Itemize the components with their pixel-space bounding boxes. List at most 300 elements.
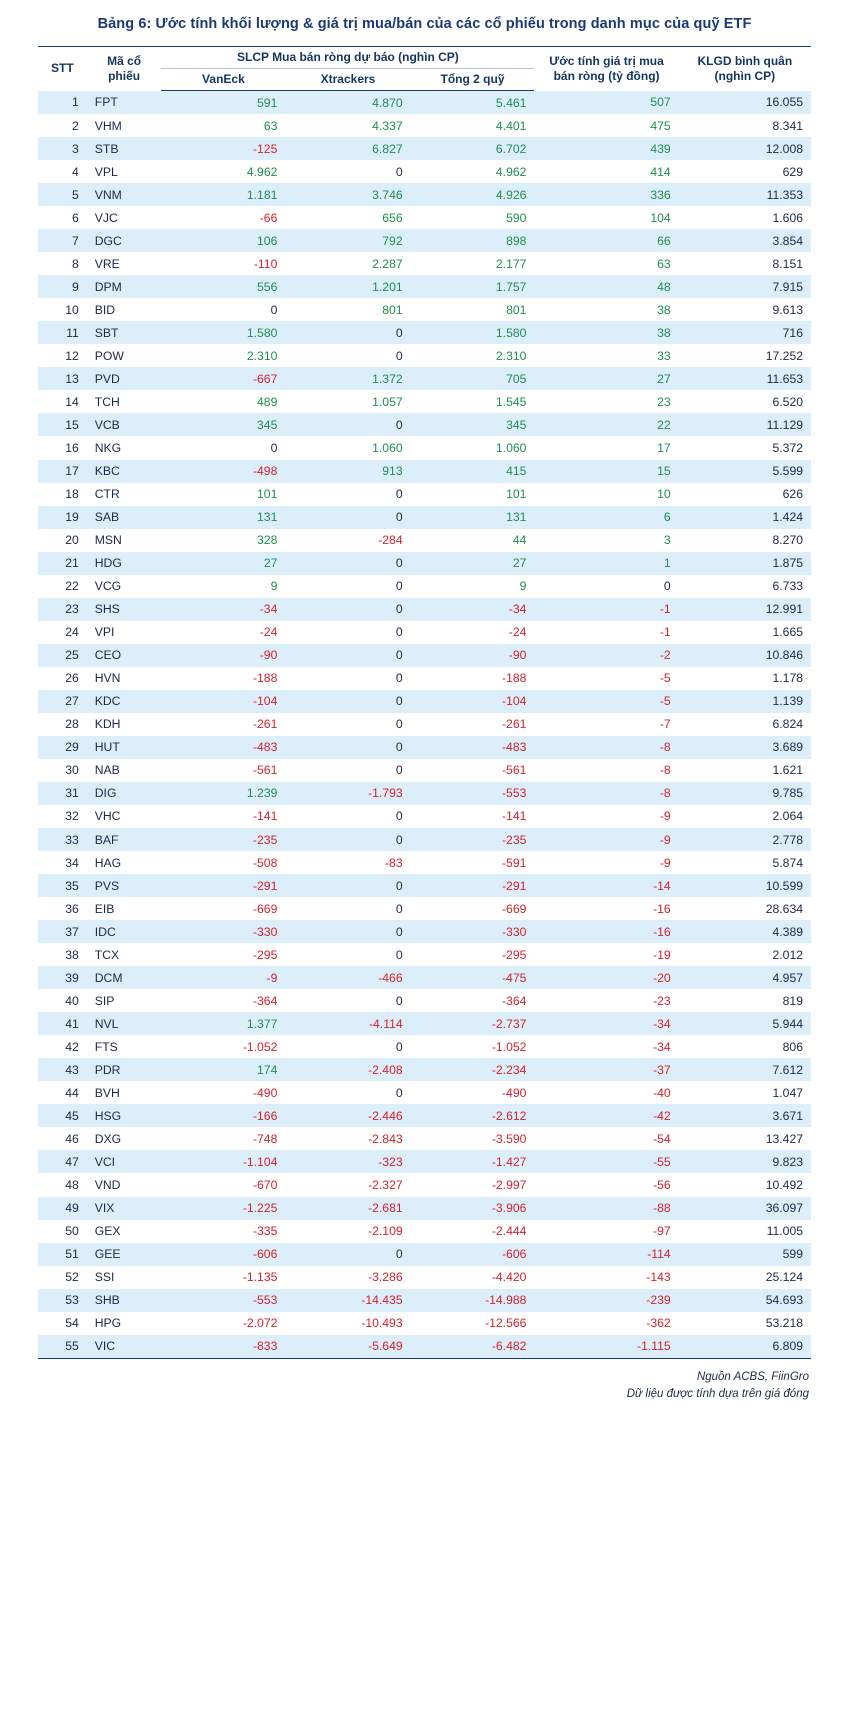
cell-ticker: VIX — [87, 1197, 162, 1220]
header-xtrackers: Xtrackers — [285, 69, 410, 91]
cell-volume: 1.047 — [772, 1085, 803, 1100]
cell-volume: 2.778 — [679, 828, 811, 851]
cell-ticker: VRE — [94, 256, 120, 271]
cell-vaneck: 2.310 — [246, 348, 278, 363]
cell-ticker: SHB — [87, 1289, 162, 1312]
cell-vaneck: -110 — [253, 256, 278, 271]
cell-vaneck: -141 — [252, 809, 278, 824]
cell-total: 1.545 — [495, 394, 527, 409]
cell-stt: 24 — [65, 625, 79, 640]
cell-value: -9 — [659, 855, 671, 870]
table-row — [38, 460, 811, 483]
cell-stt: 3 — [38, 137, 87, 160]
cell-vaneck: -166 — [161, 1104, 285, 1127]
cell-xtrackers: 0 — [395, 1039, 403, 1054]
cell-total: -2.612 — [411, 1104, 535, 1127]
table-row — [38, 1197, 811, 1220]
cell-volume: 1.606 — [772, 210, 803, 225]
cell-stt: 26 — [65, 671, 79, 686]
cell-value: -5 — [534, 690, 678, 713]
page-title: Bảng 6: Ước tính khối lượng & giá trị mua/bán của các cổ phiếu trong danh mục của quỹ ETF — [97, 16, 752, 32]
cell-value: -37 — [534, 1058, 678, 1081]
source-line-1: Nguồn ACBS, FiinGro — [696, 1370, 809, 1383]
cell-vaneck: -1.052 — [242, 1039, 278, 1054]
cell-total: -2.997 — [491, 1177, 527, 1192]
header-row-group — [38, 47, 811, 69]
cell-vaneck: -667 — [161, 367, 285, 390]
cell-ticker: SBT — [87, 321, 162, 344]
cell-value: -9 — [659, 809, 671, 824]
cell-xtrackers: 0 — [395, 901, 403, 916]
cell-ticker: SAB — [87, 506, 162, 529]
cell-ticker: PDR — [87, 1058, 162, 1081]
cell-volume: 17.252 — [765, 348, 803, 363]
cell-total: 4.401 — [495, 118, 527, 133]
table-row — [38, 436, 811, 459]
cell-xtrackers: 656 — [382, 210, 403, 225]
cell-ticker: HSG — [87, 1104, 162, 1127]
cell-ticker: GEE — [87, 1243, 162, 1266]
cell-xtrackers: 3.746 — [285, 183, 410, 206]
cell-xtrackers: -2.408 — [285, 1058, 410, 1081]
cell-xtrackers: -2.843 — [368, 1131, 403, 1146]
cell-volume: 11.005 — [766, 1224, 803, 1239]
cell-vaneck: -188 — [252, 671, 278, 686]
table-row — [38, 1127, 811, 1150]
cell-stt: 10 — [65, 302, 79, 317]
cell-stt: 52 — [65, 1270, 79, 1285]
table-row — [38, 1035, 811, 1058]
cell-stt: 30 — [65, 763, 79, 778]
cell-xtrackers: 1.372 — [285, 367, 410, 390]
cell-vaneck: -104 — [161, 690, 285, 713]
cell-value: -8 — [659, 763, 671, 778]
cell-volume: 13.427 — [765, 1131, 803, 1146]
cell-xtrackers: 4.870 — [285, 91, 410, 115]
cell-value: -23 — [653, 993, 671, 1008]
cell-volume: 599 — [679, 1243, 811, 1266]
cell-vaneck: -295 — [252, 947, 278, 962]
cell-vaneck: -833 — [161, 1335, 285, 1359]
cell-total: 4.962 — [495, 164, 527, 179]
table-row — [38, 736, 811, 759]
cell-total: 1.757 — [411, 275, 535, 298]
cell-value: -16 — [534, 920, 678, 943]
cell-volume: 2.012 — [772, 947, 803, 962]
cell-volume: 10.599 — [679, 874, 811, 897]
table-row — [38, 805, 811, 828]
cell-ticker: VJC — [94, 210, 118, 225]
cell-ticker: EIB — [94, 901, 115, 916]
cell-xtrackers: 0 — [395, 763, 403, 778]
cell-total: -606 — [411, 1243, 535, 1266]
cell-xtrackers: 6.827 — [285, 137, 410, 160]
cell-vaneck: -335 — [252, 1224, 278, 1239]
cell-total: -14.988 — [411, 1289, 535, 1312]
header-avg-volume: KLGD bình quân (nghìn CP) — [697, 53, 793, 83]
cell-stt: 48 — [65, 1177, 79, 1192]
cell-stt: 43 — [38, 1058, 87, 1081]
cell-vaneck: 489 — [257, 394, 278, 409]
cell-vaneck: -561 — [252, 763, 278, 778]
cell-stt: 4 — [71, 164, 79, 179]
cell-total: -235 — [411, 828, 535, 851]
cell-xtrackers: 0 — [285, 828, 410, 851]
cell-total: -291 — [411, 874, 535, 897]
cell-vaneck: -330 — [161, 920, 285, 943]
table-row — [38, 713, 811, 736]
source-line-2: Dữ liệu được tính dựa trên giá đóng — [626, 1387, 809, 1400]
cell-volume: 12.008 — [679, 137, 811, 160]
cell-ticker: VCG — [94, 579, 122, 594]
cell-xtrackers: 4.337 — [372, 118, 403, 133]
cell-ticker: VPI — [94, 625, 115, 640]
cell-vaneck: 591 — [161, 91, 285, 115]
cell-total: -561 — [502, 763, 527, 778]
cell-stt: 37 — [38, 920, 87, 943]
cell-total: 1.060 — [495, 440, 527, 455]
cell-volume: 3.689 — [679, 736, 811, 759]
cell-xtrackers: -14.435 — [285, 1289, 410, 1312]
cell-xtrackers: -323 — [285, 1150, 410, 1173]
cell-total: -483 — [411, 736, 535, 759]
cell-stt: 35 — [38, 874, 87, 897]
cell-ticker: GEX — [94, 1224, 121, 1239]
cell-ticker: VCB — [87, 413, 162, 436]
cell-value: 1 — [534, 552, 678, 575]
table-row — [38, 137, 811, 160]
table-row — [38, 644, 811, 667]
cell-volume: 1.665 — [772, 625, 803, 640]
cell-total: -24 — [508, 625, 527, 640]
cell-total: 9 — [519, 579, 527, 594]
cell-xtrackers: 0 — [395, 579, 403, 594]
header-stt: STT — [51, 61, 74, 76]
table-row — [38, 1335, 811, 1359]
table-row — [38, 114, 811, 137]
cell-volume: 8.341 — [772, 118, 803, 133]
cell-stt: 32 — [65, 809, 79, 824]
cell-value: -20 — [534, 966, 678, 989]
cell-ticker: DCM — [87, 966, 162, 989]
cell-total: 6.702 — [411, 137, 535, 160]
cell-xtrackers: -2.446 — [285, 1104, 410, 1127]
cell-ticker: IDC — [87, 920, 162, 943]
cell-total: 2.310 — [495, 348, 527, 363]
cell-volume: 3.854 — [679, 229, 811, 252]
cell-total: 131 — [411, 506, 535, 529]
cell-value: 336 — [534, 183, 678, 206]
cell-total: -6.482 — [411, 1335, 535, 1359]
cell-vaneck: -1.225 — [161, 1197, 285, 1220]
cell-total: 4.926 — [411, 183, 535, 206]
cell-ticker: CEO — [87, 644, 162, 667]
cell-value: 414 — [650, 164, 671, 179]
cell-stt: 9 — [38, 275, 87, 298]
cell-value: -54 — [653, 1131, 671, 1146]
cell-stt: 42 — [65, 1039, 79, 1054]
cell-stt: 13 — [38, 367, 87, 390]
cell-vaneck: -483 — [161, 736, 285, 759]
table-row — [38, 598, 811, 621]
cell-value: -5 — [659, 671, 671, 686]
cell-xtrackers: 792 — [285, 229, 410, 252]
cell-vaneck: -553 — [161, 1289, 285, 1312]
cell-vaneck: -606 — [161, 1243, 285, 1266]
cell-total: 5.461 — [411, 91, 535, 115]
table-row — [38, 920, 811, 943]
cell-ticker: POW — [94, 348, 124, 363]
cell-value: 104 — [650, 210, 671, 225]
table-row — [38, 667, 811, 690]
cell-value: -2 — [534, 644, 678, 667]
cell-xtrackers: 913 — [285, 460, 410, 483]
cell-volume: 11.653 — [679, 367, 811, 390]
cell-xtrackers: 0 — [395, 717, 403, 732]
cell-xtrackers: 0 — [285, 1243, 410, 1266]
cell-xtrackers: 801 — [382, 302, 403, 317]
cell-xtrackers: 0 — [395, 487, 403, 502]
cell-stt: 23 — [38, 598, 87, 621]
table-row — [38, 1243, 811, 1266]
cell-stt: 54 — [65, 1316, 79, 1331]
cell-vaneck: 1.377 — [161, 1012, 285, 1035]
cell-xtrackers: 0 — [285, 874, 410, 897]
cell-xtrackers: 0 — [285, 413, 410, 436]
cell-value: -1.115 — [534, 1335, 678, 1359]
cell-ticker: STB — [87, 137, 162, 160]
cell-stt: 20 — [65, 533, 79, 548]
cell-ticker: NAB — [94, 763, 120, 778]
cell-total: -1.052 — [491, 1039, 527, 1054]
cell-volume: 629 — [782, 164, 803, 179]
cell-ticker: BID — [94, 302, 116, 317]
cell-stt: 29 — [38, 736, 87, 759]
cell-xtrackers: -466 — [285, 966, 410, 989]
cell-ticker: TCH — [94, 394, 120, 409]
cell-stt: 50 — [65, 1224, 79, 1239]
header-total: Tổng 2 quỹ — [411, 69, 535, 91]
cell-vaneck: -34 — [161, 598, 285, 621]
cell-total: -330 — [411, 920, 535, 943]
cell-ticker: KDH — [94, 717, 121, 732]
cell-volume: 5.874 — [772, 855, 803, 870]
table-row — [38, 575, 811, 598]
cell-total: -12.566 — [485, 1316, 527, 1331]
cell-value: -8 — [534, 782, 678, 805]
cell-ticker: NKG — [94, 440, 122, 455]
cell-total: 705 — [411, 367, 535, 390]
cell-value: -34 — [534, 1012, 678, 1035]
cell-value: -143 — [646, 1270, 671, 1285]
cell-value: -1 — [534, 598, 678, 621]
cell-volume: 1.621 — [772, 763, 803, 778]
cell-value: -34 — [653, 1039, 671, 1054]
cell-ticker: NVL — [87, 1012, 162, 1035]
cell-total: 898 — [411, 229, 535, 252]
cell-volume: 6.824 — [772, 717, 803, 732]
cell-xtrackers: 0 — [395, 671, 403, 686]
cell-ticker: DPM — [87, 275, 162, 298]
cell-vaneck: -669 — [252, 901, 278, 916]
cell-volume: 9.613 — [772, 302, 803, 317]
cell-ticker: VCI — [87, 1150, 162, 1173]
cell-stt: 49 — [38, 1197, 87, 1220]
cell-volume: 806 — [782, 1039, 803, 1054]
cell-vaneck: -235 — [161, 828, 285, 851]
cell-ticker: HUT — [87, 736, 162, 759]
header-vaneck: VanEck — [161, 69, 285, 91]
table-body — [38, 91, 811, 1359]
cell-vaneck: -364 — [252, 993, 278, 1008]
header-ticker: Mã cổ phiếu — [107, 53, 142, 83]
table-row — [38, 897, 811, 920]
cell-xtrackers: -1.793 — [285, 782, 410, 805]
cell-value: 10 — [657, 487, 671, 502]
cell-volume: 54.693 — [679, 1289, 811, 1312]
cell-value: 22 — [534, 413, 678, 436]
cell-ticker: TCX — [94, 947, 120, 962]
cell-vaneck: -490 — [252, 1085, 278, 1100]
cell-value: 0 — [663, 579, 671, 594]
cell-ticker: HPG — [94, 1316, 122, 1331]
cell-xtrackers: -10.493 — [361, 1316, 403, 1331]
cell-vaneck: 556 — [161, 275, 285, 298]
cell-total: -3.906 — [411, 1197, 535, 1220]
cell-xtrackers: 0 — [395, 809, 403, 824]
cell-value: 6 — [534, 506, 678, 529]
cell-volume: 7.915 — [679, 275, 811, 298]
cell-xtrackers: -284 — [378, 533, 403, 548]
cell-volume: 9.785 — [679, 782, 811, 805]
cell-stt: 53 — [38, 1289, 87, 1312]
cell-total: -141 — [502, 809, 527, 824]
cell-volume: 6.809 — [679, 1335, 811, 1359]
cell-volume: 25.124 — [765, 1270, 803, 1285]
cell-volume: 12.991 — [679, 598, 811, 621]
cell-volume: 3.671 — [679, 1104, 811, 1127]
cell-ticker: SSI — [94, 1270, 115, 1285]
cell-vaneck: 4.962 — [246, 164, 278, 179]
cell-stt: 21 — [38, 552, 87, 575]
table-row — [38, 321, 811, 344]
table-row — [38, 1058, 811, 1081]
cell-value: 15 — [534, 460, 678, 483]
cell-volume: 5.599 — [679, 460, 811, 483]
table-row — [38, 690, 811, 713]
cell-vaneck: -24 — [259, 625, 278, 640]
cell-volume: 5.372 — [772, 440, 803, 455]
cell-total: 101 — [506, 487, 527, 502]
cell-value: 439 — [534, 137, 678, 160]
cell-stt: 44 — [65, 1085, 79, 1100]
cell-value: 66 — [534, 229, 678, 252]
cell-value: -56 — [653, 1177, 671, 1192]
cell-vaneck: -261 — [252, 717, 278, 732]
cell-value: -40 — [653, 1085, 671, 1100]
cell-ticker: BVH — [94, 1085, 120, 1100]
cell-total: -4.420 — [491, 1270, 527, 1285]
header-group-net-shares: SLCP Mua bán ròng dự báo (nghìn CP) — [161, 47, 534, 69]
cell-value: -97 — [653, 1224, 671, 1239]
cell-volume: 1.424 — [679, 506, 811, 529]
cell-xtrackers: 1.057 — [372, 394, 403, 409]
cell-ticker: VND — [94, 1177, 121, 1192]
cell-vaneck: 106 — [161, 229, 285, 252]
cell-value: -8 — [534, 736, 678, 759]
table-row — [38, 1104, 811, 1127]
cell-xtrackers: -83 — [385, 855, 403, 870]
cell-value: 27 — [534, 367, 678, 390]
table-row — [38, 966, 811, 989]
cell-ticker: KBC — [87, 460, 162, 483]
cell-ticker: VIC — [87, 1335, 162, 1359]
cell-ticker: VHM — [94, 118, 122, 133]
table-row — [38, 1220, 811, 1243]
cell-value: -42 — [534, 1104, 678, 1127]
cell-value: 23 — [657, 394, 671, 409]
cell-ticker: FPT — [87, 91, 162, 115]
cell-total: -261 — [502, 717, 527, 732]
cell-total: 2.177 — [495, 256, 527, 271]
cell-xtrackers: 0 — [285, 506, 410, 529]
cell-value: 3 — [663, 533, 671, 548]
cell-total: 44 — [512, 533, 527, 548]
cell-stt: 14 — [65, 394, 79, 409]
cell-stt: 12 — [65, 348, 79, 363]
cell-xtrackers: 1.201 — [285, 275, 410, 298]
cell-volume: 16.055 — [679, 91, 811, 115]
cell-total: -188 — [502, 671, 527, 686]
cell-volume: 36.097 — [679, 1197, 811, 1220]
cell-vaneck: -1.104 — [161, 1150, 285, 1173]
cell-xtrackers: 0 — [395, 625, 403, 640]
cell-volume: 2.064 — [772, 809, 803, 824]
table-header — [38, 47, 811, 91]
cell-total: 415 — [411, 460, 535, 483]
cell-ticker: SHS — [87, 598, 162, 621]
cell-stt: 55 — [38, 1335, 87, 1359]
table-row — [38, 943, 811, 966]
cell-stt: 45 — [38, 1104, 87, 1127]
cell-value: 475 — [650, 118, 671, 133]
cell-xtrackers: -3.286 — [368, 1270, 403, 1285]
cell-value: -114 — [534, 1243, 678, 1266]
cell-ticker: BAF — [87, 828, 162, 851]
table-row — [38, 1150, 811, 1173]
cell-volume: 1.875 — [679, 552, 811, 575]
table-row — [38, 483, 811, 506]
cell-ticker: VPL — [94, 164, 118, 179]
cell-ticker: PVS — [87, 874, 162, 897]
cell-volume: 6.520 — [772, 394, 803, 409]
cell-value: 507 — [534, 91, 678, 115]
cell-xtrackers: -5.649 — [285, 1335, 410, 1359]
cell-vaneck: -498 — [161, 460, 285, 483]
cell-xtrackers: 0 — [285, 644, 410, 667]
cell-stt: 25 — [38, 644, 87, 667]
cell-vaneck: -291 — [161, 874, 285, 897]
table-row — [38, 160, 811, 183]
cell-value: -1 — [659, 625, 671, 640]
cell-total: 1.580 — [411, 321, 535, 344]
cell-xtrackers: 2.287 — [372, 256, 403, 271]
cell-volume: 53.218 — [765, 1316, 803, 1331]
cell-ticker: DGC — [87, 229, 162, 252]
table-row — [38, 413, 811, 436]
cell-vaneck: 345 — [161, 413, 285, 436]
cell-value: -9 — [534, 828, 678, 851]
